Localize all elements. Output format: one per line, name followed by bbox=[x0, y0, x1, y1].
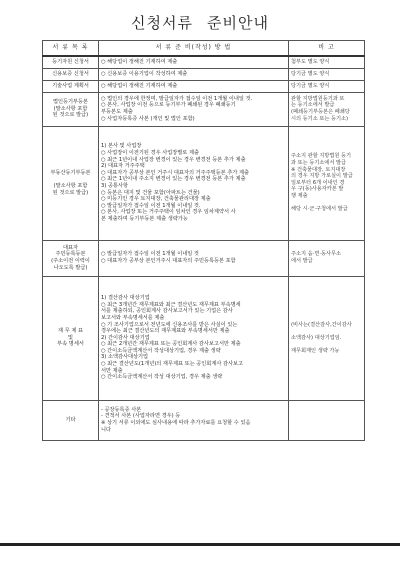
method-cell-line: ○ 사업장이 이전기된 경우 사업장별로 제출 bbox=[101, 150, 199, 157]
remarks-cell bbox=[289, 68, 365, 80]
document-name-cell-line: 재 무 제 표 bbox=[58, 328, 83, 335]
method-cell-line: - 공장등록증 사본 bbox=[101, 406, 142, 413]
remarks-cell-line bbox=[291, 341, 362, 348]
remarks-cell bbox=[289, 126, 365, 240]
method-cell-line: ○ 해당업이 정해진 기재하여 제출 bbox=[101, 58, 178, 65]
method-cell-line: 니다 bbox=[101, 426, 112, 433]
method-cell bbox=[99, 276, 289, 400]
document-name-cell-line: (말소사항 포함 bbox=[53, 183, 88, 189]
method-cell-line: ○ 간이소득금액계산서 작성 대상기업, 경우 제출 생략 bbox=[101, 374, 223, 381]
method-cell-line: 1) 결산감사 대상기업 bbox=[101, 295, 150, 302]
remarks-cell-line: 우 구(동)사용자카본 발 bbox=[291, 186, 344, 193]
method-cell-line: 3) 공통사항 bbox=[101, 183, 129, 189]
document-table bbox=[42, 40, 365, 441]
method-cell-line: 부등본도 제출 bbox=[101, 109, 133, 115]
method-cell-line: ○ 최근 결산년도(1개년)의 재무제표 또는 공인회계사 감사보고 bbox=[101, 361, 244, 368]
method-cell-line: ○ 사업자등록증 사본 (개인 및 법인 포함) bbox=[101, 115, 195, 122]
method-cell-line: - 견적서 사본 (사업자라면 경우) 등 bbox=[101, 413, 181, 420]
method-cell-line: 보고서와 부속명세서를 제출 bbox=[101, 314, 165, 321]
remarks-cell-line bbox=[291, 328, 362, 335]
document-name-cell-line: 등기자원 신청서 bbox=[52, 58, 89, 65]
table-row bbox=[43, 400, 365, 440]
method-cell-line: ○ 신용보증 이용기업이 작성하여 제출 bbox=[101, 70, 188, 77]
remarks-cell-line: 관할 지방법원등기과 또 bbox=[291, 95, 345, 102]
method-cell-line: ※ 상기 서류 이외에도 심사내용에 따라 추가자료를 요청할 수 있음 bbox=[101, 420, 251, 426]
method-cell bbox=[99, 80, 289, 92]
document-name-cell-line: 및 bbox=[67, 334, 73, 341]
document-name-cell bbox=[43, 400, 99, 440]
remarks-cell-line: 당기금 별도 양식 bbox=[291, 70, 330, 77]
method-cell-line: ○ 본사, 사업장 또는 거주주택이 임차인 경우 임차계약서 사 bbox=[101, 209, 236, 216]
remarks-cell-line: ※ 건축물대장, 토지대장 bbox=[291, 166, 346, 173]
document-name-cell-line: 신용보증 신청서 bbox=[52, 70, 89, 77]
header-remarks: 비 고 bbox=[289, 41, 365, 57]
method-cell-line: ○ 최근 2개년간 재무제표 또는 공인회계사 감사보고서만 제출 bbox=[101, 341, 241, 348]
method-cell-line: 2) 대표자 거주주택 bbox=[101, 163, 145, 170]
table-row bbox=[43, 276, 365, 400]
remarks-cell-line: 시의 등기소 또는 등기소) bbox=[291, 115, 349, 122]
method-cell bbox=[99, 56, 289, 68]
remarks-cell-line: (폐쇄등기부등본은 폐쇄당 bbox=[291, 109, 350, 115]
header-preparation-method: 서 류 준 비(작성) 방 법 bbox=[99, 41, 289, 57]
bottom-rule bbox=[0, 543, 400, 546]
document-name-cell-line: 주민등록등본 bbox=[55, 251, 86, 258]
document-name-cell-line: 부속 명세서 bbox=[57, 341, 84, 348]
method-cell-line: ○ 본사, 사업장 이전 등으로 등기부가 폐쇄된 경우 폐쇄등기 bbox=[101, 102, 236, 109]
method-cell-line: 1) 본사 및 사업장 bbox=[101, 143, 142, 150]
page-title-part2: 준비안내 bbox=[207, 14, 269, 32]
document-name-cell bbox=[43, 126, 99, 240]
document-name-cell bbox=[43, 92, 99, 126]
method-cell-line: ○ 미등기인 경우 토지대장, 건축물관리대장 제출 bbox=[101, 196, 211, 203]
method-cell-line: 서를 제출하되, 공인회계사 감사보고서가 있는 기업은 감사 bbox=[101, 308, 233, 315]
method-cell-line: ○ 대표자가 공부상 본인거주시 대표자의 주민등록등본 포함 bbox=[101, 258, 236, 264]
document-name-cell bbox=[43, 276, 99, 400]
method-cell bbox=[99, 92, 289, 126]
method-cell-line: 2) 간이감사 대상기업 bbox=[101, 334, 150, 341]
method-cell-line: ○ 발급일자가 접수일 이전 1개월 이내일 것. bbox=[101, 202, 201, 209]
remarks-cell-line: 일로부터 6개 이내인 경 bbox=[291, 179, 345, 186]
document-name-cell-line: 법인등기부등본 bbox=[52, 99, 89, 106]
document-name-cell-line: 된 것으로 발급) bbox=[52, 112, 89, 119]
remarks-cell-line: 소액감사) 대상기업임. bbox=[291, 334, 342, 341]
method-cell-line: 3) 소액감사대상기업 bbox=[101, 354, 149, 361]
page-title bbox=[0, 12, 400, 33]
document-name-cell-line: 된 것으로 발급) bbox=[52, 189, 89, 196]
method-cell-line: ○ 발급일자가 접수일 이전 1개월 이내일 것 bbox=[101, 251, 199, 258]
remarks-cell bbox=[289, 56, 365, 68]
page-title-part1: 신청서류 bbox=[131, 14, 193, 32]
method-cell-line: ○ 해당업이 정해진 기재하여 제출 bbox=[101, 82, 178, 89]
document-name-cell-line: 기타 bbox=[65, 416, 76, 423]
table-row bbox=[43, 56, 365, 68]
remarks-cell-line: 의 경우 지방 가로실이 발급 bbox=[291, 173, 353, 180]
method-cell bbox=[99, 68, 289, 80]
method-cell-line: ○ 최근 1년이내 사업장 변경이 있는 경우 변경전 등본 추가 제출 bbox=[101, 156, 246, 163]
method-cell-line: ○ 최근 1년이내 주소지 변경이 있는 경우 변경전 등본 추가 제출 bbox=[101, 176, 246, 183]
remarks-cell-line: 과 또는 등기소에서 발급 bbox=[291, 159, 347, 166]
header-document-list: 서 류 목 록 bbox=[43, 41, 99, 57]
method-cell-line: 서만 제출 bbox=[101, 367, 123, 374]
table-row bbox=[43, 240, 365, 276]
remarks-cell-line: 주소지 읍·면·동사무소 bbox=[291, 251, 342, 258]
method-cell-line: 본 제출하며 등기부등본 제출 생략가능 bbox=[101, 215, 188, 222]
remarks-cell bbox=[289, 276, 365, 400]
document-name-cell-line: (주소이전 이력이 bbox=[51, 258, 90, 264]
remarks-cell bbox=[289, 240, 365, 276]
remarks-cell-line bbox=[291, 417, 362, 424]
table-row bbox=[43, 68, 365, 80]
remarks-cell-line: 주소지 관할 지방법원 등기 bbox=[291, 153, 352, 160]
document-name-cell bbox=[43, 68, 99, 80]
table-header-row bbox=[43, 41, 365, 57]
method-cell bbox=[99, 400, 289, 440]
document-name-cell bbox=[43, 80, 99, 92]
remarks-cell-line: 해당 시·군·구청에서 발급 bbox=[291, 206, 348, 213]
method-cell-line: ○ 대표자가 공부상 본인 거주시 대표자의 거주주택등본 추가 제출 bbox=[101, 169, 250, 176]
method-cell-line: ○ 간이소득금액계산서 작성대상기업, 경우 제출 생략 bbox=[101, 347, 221, 354]
method-cell-line: ○ 법인의 경우에 한정며, 발급일자가 접수일 이전 1개월 이내일 것. bbox=[101, 95, 253, 102]
document-name-cell-line: 나오도록 발급) bbox=[53, 264, 88, 271]
method-cell-line: ○ 최근 3개년간 재무제표와 최근 결산년도 재무제표 부속명세 bbox=[101, 301, 241, 308]
method-cell-line: ○ 등본은 대지 및 건물 포함(아파트는 건물) bbox=[101, 189, 200, 196]
method-cell-line: ○ 기 조사기업으로서 전년도에 신용조사를 받은 사실이 있는 bbox=[101, 321, 238, 328]
document-name-cell-line: 부동산등기부등본 bbox=[50, 169, 91, 176]
table-row bbox=[43, 80, 365, 92]
remarks-cell bbox=[289, 92, 365, 126]
table-row bbox=[43, 92, 365, 126]
document-name-cell bbox=[43, 56, 99, 68]
remarks-cell-line: 재무회계인 생략 가능 bbox=[291, 347, 340, 354]
remarks-cell bbox=[289, 400, 365, 440]
document-name-cell bbox=[43, 240, 99, 276]
document-name-cell-line bbox=[45, 176, 96, 183]
table-row bbox=[43, 126, 365, 240]
remarks-cell bbox=[289, 80, 365, 92]
remarks-cell-line: 행 제출 bbox=[291, 192, 308, 199]
method-cell bbox=[99, 126, 289, 240]
remarks-cell-line: 첨부도 별도 양식 bbox=[291, 58, 330, 65]
remarks-cell-line: (비사는(결산감사,간이감사 bbox=[291, 321, 352, 328]
document-name-cell-line: (말소사항 포함 bbox=[53, 105, 88, 112]
remarks-cell-line: 당기금 별도 양식 bbox=[291, 82, 330, 89]
method-cell-line: 경우에는 최근 결산년도의 재무제표와 부속명세서만 제출 bbox=[101, 328, 230, 335]
document-name-cell-line: 기술사업 계획서 bbox=[52, 82, 89, 89]
remarks-cell-line: 에서 발급 bbox=[291, 258, 313, 264]
remarks-cell-line: 는 등기소에서 발급 bbox=[291, 102, 335, 109]
method-cell bbox=[99, 240, 289, 276]
document-name-cell-line: 대표자 bbox=[62, 244, 79, 251]
